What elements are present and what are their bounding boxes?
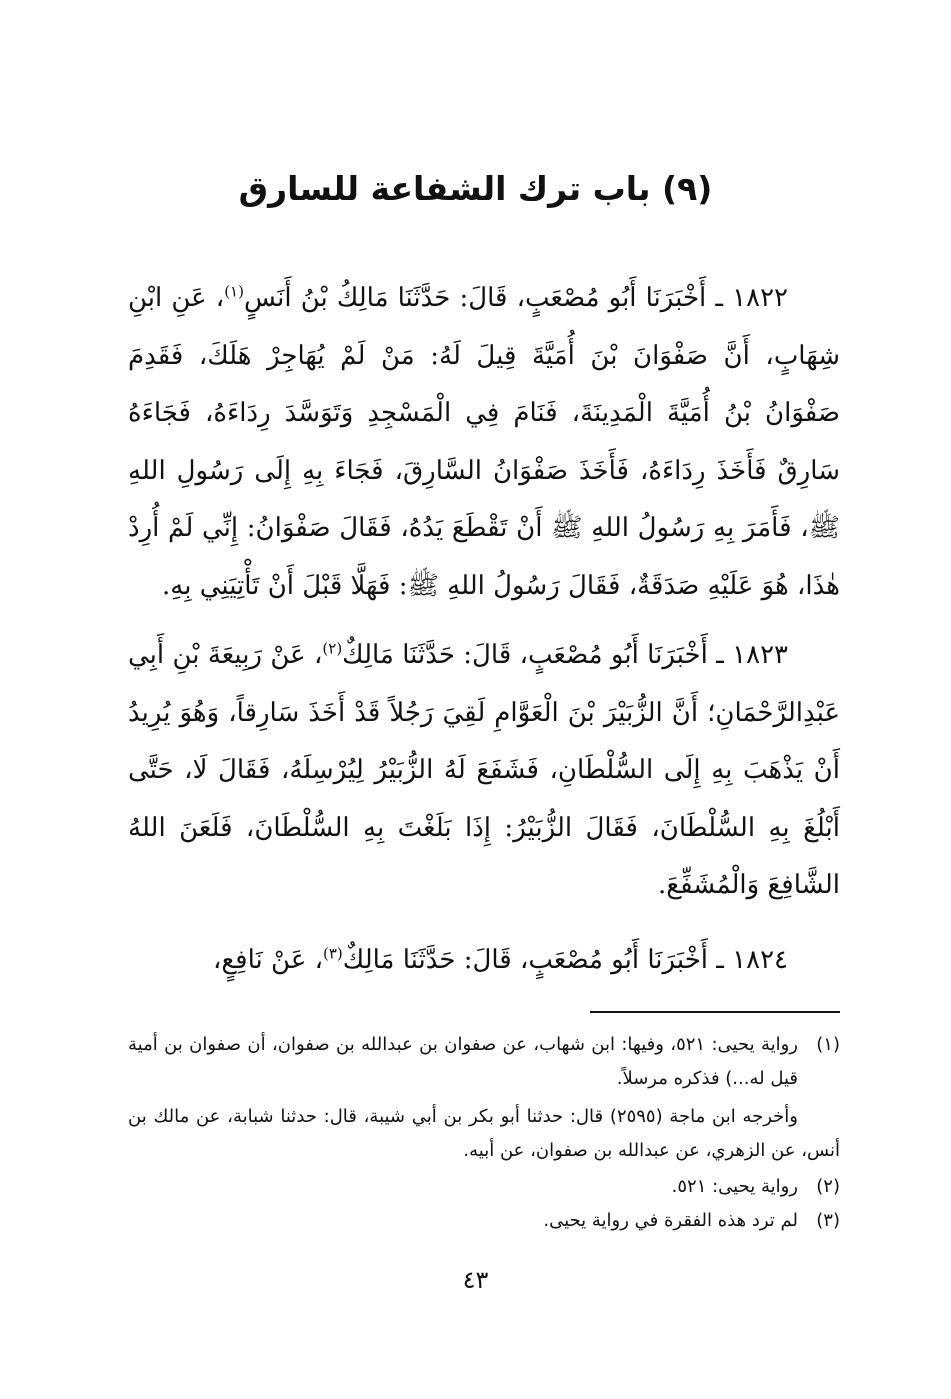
footnote-2: [128, 1170, 840, 1204]
footnote-3: [128, 1204, 840, 1238]
footnote-1-text: رواية يحيى: ٥٢١، وفيها: ابن شهاب، عن صفوان بن عبدالله بن صفوان، أن صفوان بن أمية قيل له...) فذكره مرسلاً.: [128, 1034, 798, 1089]
footnote-2-text: رواية يحيى: ٥٢١.: [671, 1176, 798, 1197]
footnote-1-continuation: وأخرجه ابن ماجة (٢٥٩٥) قال: حدثنا أبو بكر بن أبي شيبة، قال: حدثنا شبابة، عن مالك بن أنس، عن الزهري، عن عبدالله بن صفوان، عن أبيه.: [128, 1106, 840, 1161]
footnote-3-text: لم ترد هذه الفقرة في رواية يحيى.: [543, 1210, 798, 1231]
footnote-1: [128, 1028, 840, 1096]
hadith-1824: [128, 932, 840, 990]
hadith-1822-opening: ١٨٢٢ ـ أَخْبَرَنَا أَبُو مُصْعَبٍ، قَالَ: حَدَّثَنَا مَالِكُ بْنُ أَنَسٍ: [243, 283, 788, 313]
hadith-1823: [128, 627, 840, 915]
hadith-1823-body: ، عَنْ رَبِيعَةَ بْنِ أَبِي عَبْدِالرَّحْمَانِ؛ أَنَّ الزُّبَيْرَ بْنَ الْعَوَّامِ لَقِيَ رَجُلاً قَدْ أَخَذَ سَارِقاً، وَهُوَ يُرِيدُ أَنْ يَذْهَبَ بِهِ إِلَى السُّلْطَانِ، فَشَفَعَ لَهُ الزُّبَيْرُ لِيُرْسِلَهُ، فَقَالَ لَا، حَتَّى أَبْلُغَ بِهِ السُّلْطَانَ، فَقَالَ الزُّبَيْرُ: إِذَا بَلَغْتَ بِهِ السُّلْطَانَ، فَلَعَنَ اللهُ الشَّافِعَ وَالْمُشَفِّعَ.: [128, 640, 840, 900]
footnote-ref-2[interactable]: (٢): [322, 639, 343, 658]
hadith-1822-body: ، عَنِ ابْنِ شِهَابٍ، أَنَّ صَفْوَانَ بْنَ أُمَيَّةَ قِيلَ لَهُ: مَنْ لَمْ يُهَاجِرْ هَلَكَ، فَقَدِمَ صَفْوَانُ بْنُ أُمَيَّةَ الْمَدِينَةَ، فَنَامَ فِي الْمَسْجِدِ وَتَوَسَّدَ رِدَاءَهُ، فَجَاءَهُ سَارِقٌ فَأَخَذَ رِدَاءَهُ، فَأَخَذَ صَفْوَانُ السَّارِقَ، فَجَاءَ بِهِ إِلَى رَسُولِ اللهِ ﷺ، فَأَمَرَ بِهِ رَسُولُ اللهِ ﷺ أَنْ تَقْطَعَ يَدُهُ، فَقَالَ صَفْوَانُ: إِنِّي لَمْ أُرِدْ هٰذَا، هُوَ عَلَيْهِ صَدَقَةٌ، فَقَالَ رَسُولُ اللهِ ﷺ: فَهَلَّا قَبْلَ أَنْ تَأْتِيَنِي بِهِ.: [128, 283, 840, 601]
chapter-title: (٩) باب ترك الشفاعة للسارق: [238, 169, 713, 208]
footnote-separator: [590, 1011, 840, 1013]
hadith-1824-opening: ١٨٢٤ ـ أَخْبَرَنَا أَبُو مُصْعَبٍ، قَالَ: حَدَّثَنَا مَالِكٌ: [342, 944, 788, 975]
footnote-1-number: (١): [816, 1034, 840, 1055]
main-text: [128, 270, 840, 989]
footnotes: [128, 1028, 840, 1238]
hadith-1822: [128, 270, 840, 615]
footnote-3-number: (٣): [816, 1210, 840, 1231]
page-number: ٤٣: [462, 1266, 489, 1294]
hadith-1823-opening: ١٨٢٣ ـ أَخْبَرَنَا أَبُو مُصْعَبٍ، قَالَ: حَدَّثَنَا مَالِكٌ: [342, 640, 788, 670]
footnote-2-number: (٢): [816, 1176, 840, 1197]
footnote-ref-3[interactable]: (٣): [323, 943, 343, 962]
hadith-1824-body: ، عَنْ نَافِعٍ،: [212, 944, 323, 975]
footnote-ref-1[interactable]: (١): [224, 282, 244, 301]
